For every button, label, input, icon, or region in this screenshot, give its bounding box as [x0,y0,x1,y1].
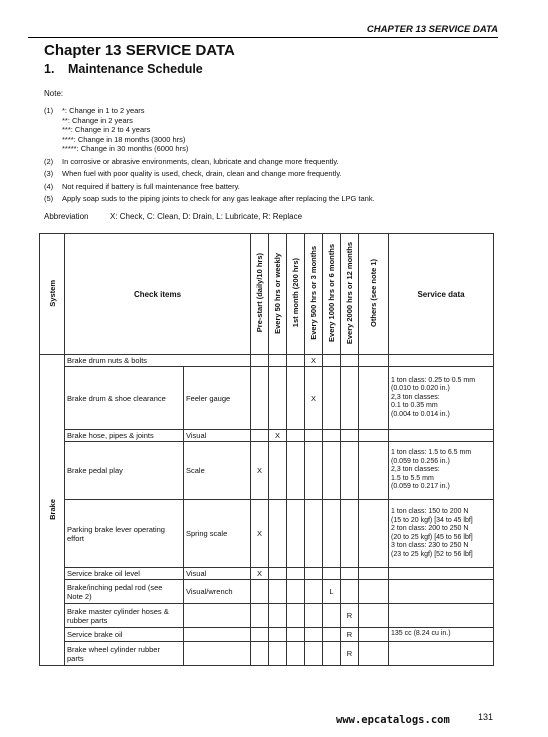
note-text: Apply soap suds to the piping joints to check for any gas leakage after replacing the LPG tank. [62,194,375,203]
mark-cell [287,355,305,367]
note-text: In corrosive or abrasive environments, clean, lubricate and change more frequently. [62,156,339,166]
note-line: ***: Change in 2 to 4 years [62,125,151,134]
mark-cell [323,355,341,367]
mark-cell [287,642,305,666]
table-row [40,628,494,642]
mark-cell [359,442,389,500]
mark-cell [287,500,305,568]
note-number: (2) [44,156,54,166]
check-item: Brake pedal play [65,442,184,500]
mark-cell: X [305,355,323,367]
system-cell: Brake [40,355,65,666]
section-title [44,62,203,76]
mark-cell [287,367,305,430]
check-item: Service brake oil [65,628,184,642]
mark-cell: X [269,430,287,442]
mark-cell [359,500,389,568]
service-data-cell [389,604,494,628]
note-2 [44,157,375,167]
mark-cell: X [251,568,269,580]
check-item: Brake master cylinder hoses & rubber parts [65,604,184,628]
check-tool: Visual [184,430,251,442]
mark-cell [305,442,323,500]
chapter-header [28,20,498,38]
mark-cell [305,628,323,642]
mark-cell [341,430,359,442]
page-title: Chapter 13 SERVICE DATA [44,42,235,59]
mark-cell [287,442,305,500]
check-item: Brake drum nuts & bolts [65,355,251,367]
table-row [40,642,494,666]
service-data-cell: 1 ton class: 150 to 200 N (15 to 20 kgf) [34 to 45 lbf] 2 ton class: 200 to 250 N (20 to 25 kgf) [45 to 56 lbf] 3 ton class: 230 to 250 N (23 to 25 kgf) [52 to 56 lbf] [389,500,494,568]
service-data-cell [389,355,494,367]
note-3 [44,169,375,179]
mark-cell: X [251,442,269,500]
note-line: *****: Change in 30 months (6000 hrs) [62,144,189,153]
abbreviation-line [44,212,302,221]
service-data-cell [389,568,494,580]
mark-cell [359,628,389,642]
table-row [40,500,494,568]
mark-cell [269,355,287,367]
mark-cell [341,500,359,568]
mark-cell [323,442,341,500]
header-every-1000: Every 1000 hrs or 6 months [323,234,341,355]
header-service-data: Service data [389,234,494,355]
mark-cell [287,604,305,628]
note-line: **: Change in 2 years [62,115,133,125]
check-item: Parking brake lever operating effort [65,500,184,568]
mark-cell [287,568,305,580]
service-data-cell [389,430,494,442]
table-row [40,430,494,442]
service-data-cell: 1 ton class: 1.5 to 6.5 mm (0.059 to 0.256 in.) 2,3 ton classes: 1.5 to 5.5 mm (0.059 to 0.217 in.) [389,442,494,500]
header-every-50: Every 50 hrs or weekly [269,234,287,355]
page-number: 131 [478,712,494,722]
note-line: *: Change in 1 to 2 years [62,106,145,115]
mark-cell [251,642,269,666]
mark-cell [341,568,359,580]
header-system: System [40,234,65,355]
mark-cell: R [341,604,359,628]
mark-cell [323,642,341,666]
mark-cell [341,367,359,430]
check-item: Brake hose, pipes & joints [65,430,184,442]
check-tool: Visual [184,568,251,580]
maintenance-table [39,233,494,666]
mark-cell: R [341,628,359,642]
mark-cell [341,580,359,604]
notes-list [44,106,375,204]
check-tool: Feeler gauge [184,367,251,430]
mark-cell [305,642,323,666]
check-tool [184,642,251,666]
header-check-items: Check items [65,234,251,355]
mark-cell [251,604,269,628]
check-item: Brake wheel cylinder rubber parts [65,642,184,666]
mark-cell [323,604,341,628]
mark-cell [359,367,389,430]
mark-cell [341,355,359,367]
mark-cell [323,500,341,568]
check-item: Brake/inching pedal rod (see Note 2) [65,580,184,604]
mark-cell: X [305,367,323,430]
mark-cell [359,430,389,442]
service-data-cell: 135 cc (8.24 cu in.) [389,628,494,642]
mark-cell [341,442,359,500]
table-row [40,568,494,580]
abbreviation-label: Abbreviation [44,212,89,221]
mark-cell [269,580,287,604]
mark-cell [269,628,287,642]
header-every-2000: Every 2000 hrs or 12 months [341,234,359,355]
mark-cell [323,568,341,580]
mark-cell [269,367,287,430]
check-tool: Spring scale [184,500,251,568]
check-tool: Scale [184,442,251,500]
note-text: When fuel with poor quality is used, check, drain, clean and change more frequently. [62,169,342,178]
table-header-row [40,234,494,355]
note-title: Note: [44,89,64,98]
mark-cell [287,580,305,604]
mark-cell [323,628,341,642]
mark-cell [323,430,341,442]
table-row [40,604,494,628]
table-row [40,367,494,430]
service-data-cell [389,642,494,666]
mark-cell: X [251,500,269,568]
check-tool: Visual/wrench [184,580,251,604]
mark-cell: L [323,580,341,604]
mark-cell [359,355,389,367]
mark-cell [359,580,389,604]
note-5 [44,194,375,204]
service-data-cell: 1 ton class: 0.25 to 0.5 mm (0.010 to 0.020 in.) 2,3 ton classes: 0.1 to 0.35 mm (0.004 to 0.014 in.) [389,367,494,430]
section-number: 1. [44,62,55,76]
mark-cell [251,355,269,367]
mark-cell [305,604,323,628]
mark-cell [269,442,287,500]
check-item: Brake drum & shoe clearance [65,367,184,430]
note-1 [44,106,375,154]
note-4 [44,182,375,192]
note-line: ****: Change in 18 months (3000 hrs) [62,134,186,144]
section-title-text: Maintenance Schedule [68,62,203,76]
mark-cell [251,628,269,642]
mark-cell [359,604,389,628]
mark-cell [287,430,305,442]
service-data-cell [389,580,494,604]
check-item: Service brake oil level [65,568,184,580]
mark-cell [305,568,323,580]
mark-cell [359,642,389,666]
mark-cell [359,568,389,580]
mark-cell [269,604,287,628]
abbreviation-text: X: Check, C: Clean, D: Drain, L: Lubricate, R: Replace [110,212,303,221]
mark-cell [269,568,287,580]
chapter-header-label: CHAPTER 13 SERVICE DATA [366,24,498,35]
note-number: (1) [44,106,54,115]
note-text: Not required if battery is full maintenance free battery. [62,181,240,191]
check-tool [184,628,251,642]
website-watermark: www.epcatalogs.com [336,714,450,726]
header-others: Others (see note 1) [359,234,389,355]
mark-cell [269,500,287,568]
mark-cell [251,580,269,604]
check-tool [184,604,251,628]
mark-cell [305,430,323,442]
header-1st-month: 1st month (200 hrs) [287,234,305,355]
mark-cell [269,642,287,666]
table-row [40,355,494,367]
mark-cell [305,500,323,568]
note-number: (4) [44,181,54,191]
mark-cell [305,580,323,604]
table-row [40,442,494,500]
mark-cell [251,430,269,442]
mark-cell [323,367,341,430]
header-pre-start: Pre-start (daily/10 hrs) [251,234,269,355]
note-number: (3) [44,169,54,178]
mark-cell [287,628,305,642]
header-every-500: Every 500 hrs or 3 months [305,234,323,355]
note-number: (5) [44,194,54,203]
mark-cell: R [341,642,359,666]
table-row [40,580,494,604]
mark-cell [251,367,269,430]
